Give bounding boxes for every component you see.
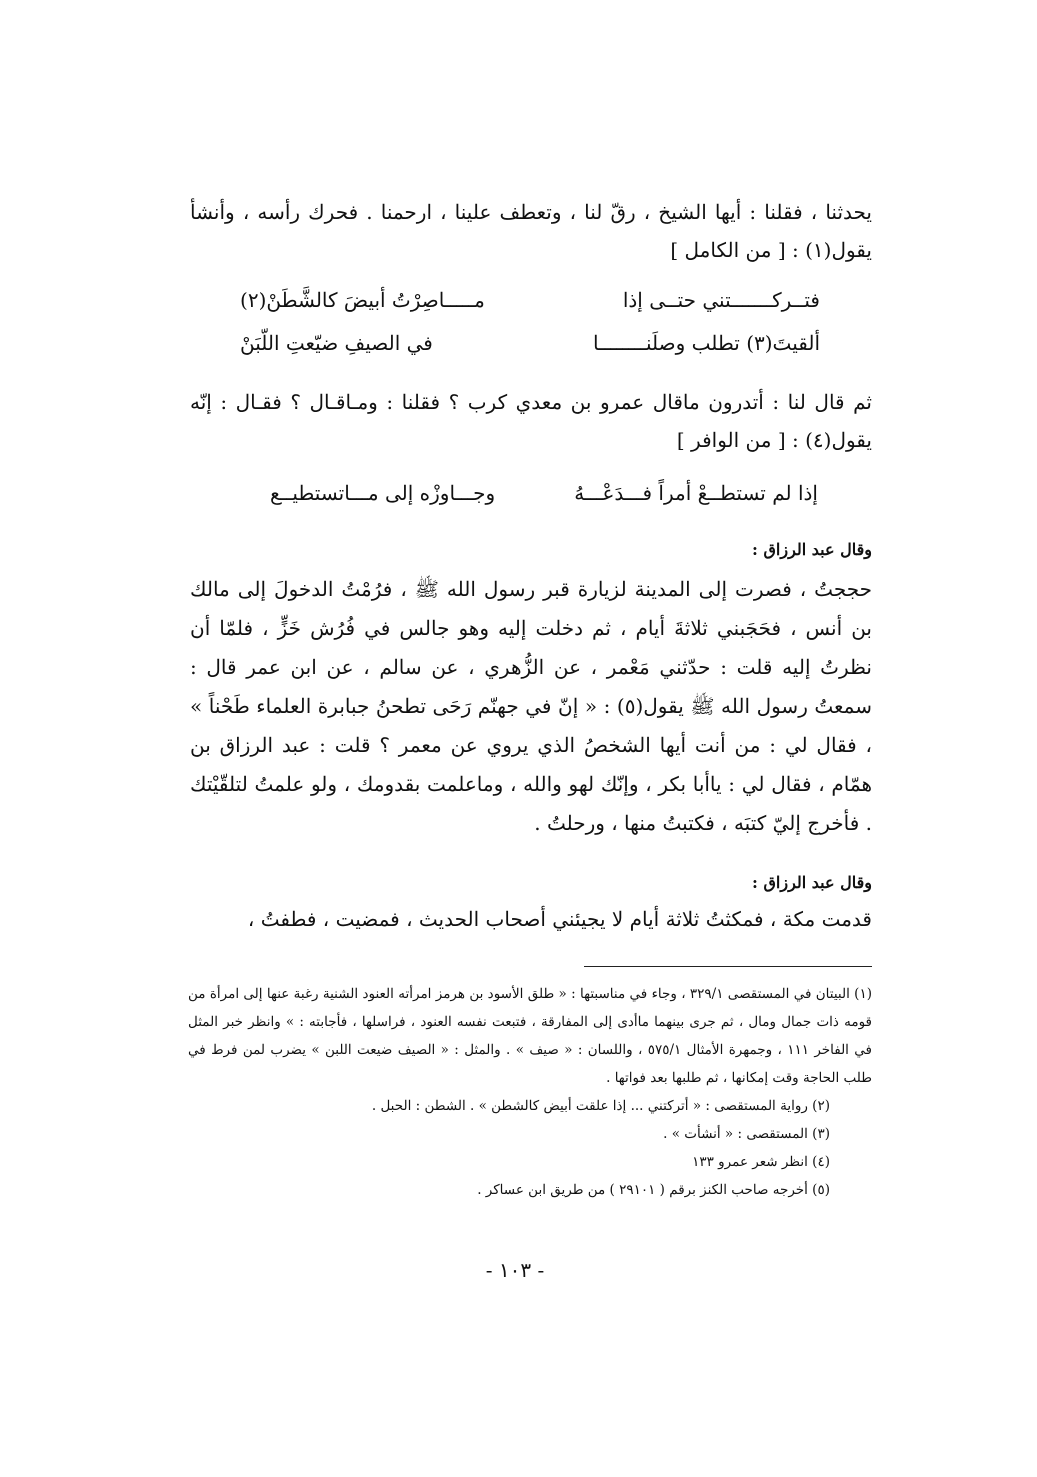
verse-hemistich-first: فتــركـــــــتني حتــى إذا <box>622 288 820 312</box>
body-paragraph-2: ثم قال لنا : أتدرون ماقال عمرو بن معدي كرب ؟ فقلنا : ومـاقـال ؟ فقـال : إنّه يقول(٤) : [ من الوافر ] <box>190 390 872 452</box>
verse-hemistich-first: إذا لم تستطــعْ أمراً فـــدَعْـــهُ <box>574 481 818 505</box>
verse-hemistich-first: ألقيتَ(٣) تطلب وصلَنــــــــا <box>592 331 820 355</box>
body-paragraph-3: حججتُ ، فصرت إلى المدينة لزيارة قبر رسول الله ﷺ ، فرُمْتُ الدخولَ إلى مالك بن أنس ، فحَجَبني ثلاثةَ أيام ، ثم دخلت إليه وهو جالس في فُرُش خَزٍّ ، فلمّا أن نظرتُ إليه قلت : حدّثني مَعْمر ، عن الزُّهري ، عن سالم ، عن ابن عمر قال : سمعتُ رسول الله ﷺ يقول(٥) : « إنّ في جهنّم رَحَى تطحنُ جبابرة العلماء طَحْناً » ، فقال لي : من أنت أيها الشخصُ الذي يروي عن معمر ؟ قلت : عبد الرزاق بن همّام ، فقال لي : ياأبا بكر ، وإنّك لهو والله ، وماعلمت بقدومك ، ولو علمتُ لتلقّيْتك . فأخرج إليّ كتبَه ، فكتبتُ منها ، ورحلتُ . <box>190 577 872 835</box>
body-paragraph-1: يحدثنا ، فقلنا : أيها الشيخ ، رقّ لنا ، وتعطف علينا ، ارحمنا . فحرك رأسه ، وأنشأ يقول(١) : [ من الكامل ] <box>190 200 872 262</box>
verse-1-line-2 <box>240 325 820 361</box>
footnote-5: (٥) أخرجه صاحب الكنز برقم ( ٢٩١٠١ ) من طريق ابن عساكر . <box>477 1182 830 1198</box>
verse-hemistich-second: وجـــاوزْه إلى مـــاتستطيــع <box>270 481 496 505</box>
footnotes <box>188 980 872 1204</box>
footnote-4: (٤) انظر شعر عمرو ١٣٣ <box>692 1154 830 1170</box>
section-heading-1: وقال عبد الرزاق : <box>752 540 872 559</box>
footnote-divider <box>584 966 872 967</box>
page-number: - ١٠٣ - <box>485 1258 545 1282</box>
footnote-3: (٣) المستقصى : « أنشأت » . <box>663 1126 830 1142</box>
verse-hemistich-second: مـــــاصِرْتُ أبيضَ كالشَّطَنْ(٢) <box>240 288 485 312</box>
body-paragraph-4: قدمت مكة ، فمكثتُ ثلاثة أيام لا يجيئني أصحاب الحديث ، فمضيت ، فطفتُ ، <box>247 907 872 931</box>
verse-1-line-1 <box>240 282 820 318</box>
section-heading-2: وقال عبد الرزاق : <box>752 873 872 892</box>
verse-2 <box>270 475 818 511</box>
footnote-2: (٢) رواية المستقصى : « أتركتني ... إذا علقت أبيض كالشطن » . الشطن : الحبل . <box>371 1098 830 1114</box>
footnote-1: (١) البيتان في المستقصى ٣٢٩/١ ، وجاء في مناسبتها : « طلق الأسود بن هرمز امرأته العنود الشنية رغبة عنها إلى امرأة من قومه ذات جمال ومال ، ثم جرى بينهما ماأدى إلى المفارقة ، فتبعت نفسه العنود ، فراسلها ، فأجابته : » وانظر خبر المثل في الفاخر ١١١ ، وجمهرة الأمثال ٥٧٥/١ ، واللسان : « صيف » . والمثل : « الصيف ضيعت اللبن » يضرب لمن فرط في طلب الحاجة وقت إمكانها ، ثم طلبها بعد فواتها . <box>188 986 872 1086</box>
verse-hemistich-second: في الصيفِ ضيّعتِ اللّبَنْ <box>240 331 433 355</box>
